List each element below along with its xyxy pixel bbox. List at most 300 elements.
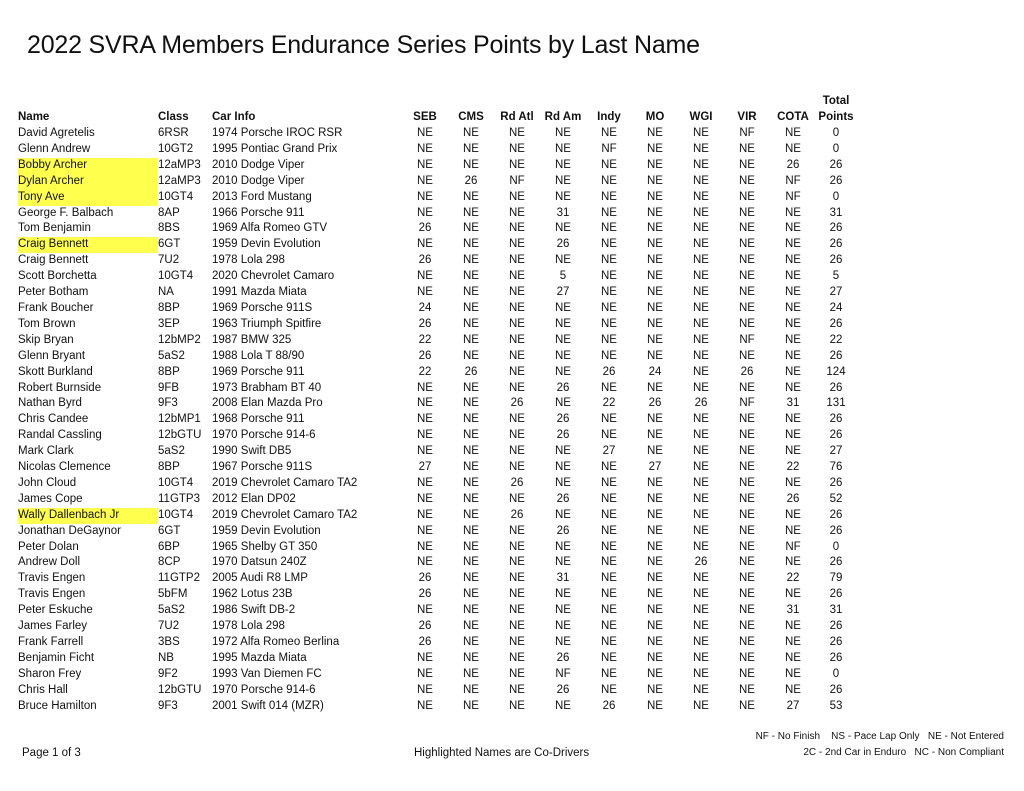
event-result-cell: NE xyxy=(555,588,571,601)
event-result-cell: NE xyxy=(463,158,479,171)
event-result-cell: NE xyxy=(463,636,479,648)
total-points-cell: 26 xyxy=(829,508,843,521)
driver-name: Bobby Archer xyxy=(18,158,158,174)
car-info-cell: 1995 Mazda Miata xyxy=(212,651,307,664)
car-info-cell: 1963 Triumph Spitfire xyxy=(212,317,322,330)
event-result-cell: 26 xyxy=(556,238,570,251)
event-result-cell: NE xyxy=(463,254,479,267)
event-result-cell: 26 xyxy=(510,508,524,521)
event-result-cell: 31 xyxy=(786,604,800,617)
event-result-cell: NE xyxy=(693,333,709,346)
event-result-cell: NE xyxy=(463,381,479,394)
event-result-cell: NE xyxy=(417,190,433,203)
driver-name: David Agretelis xyxy=(18,127,95,139)
table-row xyxy=(18,253,856,269)
car-info-cell: 1978 Lola 298 xyxy=(212,254,285,267)
event-result-cell: NE xyxy=(417,699,433,712)
total-points-cell: 26 xyxy=(829,620,843,633)
table-row xyxy=(18,237,856,253)
event-result-cell: NE xyxy=(509,429,525,442)
event-result-cell: NE xyxy=(509,492,525,505)
car-info-cell: 1972 Alfa Romeo Berlina xyxy=(212,636,340,648)
class-cell: 11GTP3 xyxy=(158,492,200,505)
event-result-cell: NE xyxy=(647,699,663,712)
event-result-cell: NE xyxy=(693,365,709,378)
table-row xyxy=(18,492,856,508)
driver-name: Travis Engen xyxy=(18,588,86,601)
event-result-cell: NE xyxy=(555,349,571,362)
event-result-cell: NE xyxy=(785,588,801,601)
event-result-cell: NE xyxy=(509,365,525,378)
class-cell: 8BS xyxy=(158,222,180,235)
event-result-cell: NE xyxy=(785,222,801,235)
event-result-cell: NE xyxy=(601,413,617,426)
total-points-cell: 26 xyxy=(829,254,843,267)
class-cell: NB xyxy=(158,651,174,664)
event-result-cell: NE xyxy=(555,620,571,633)
event-result-cell: 27 xyxy=(602,445,616,458)
event-result-cell: NE xyxy=(463,556,479,569)
event-result-cell: NE xyxy=(601,206,617,219)
event-result-cell: NE xyxy=(785,301,801,314)
event-result-cell: 5 xyxy=(559,270,567,283)
event-result-cell: NE xyxy=(739,238,755,251)
event-result-cell: NE xyxy=(463,588,479,601)
event-result-cell: 22 xyxy=(786,572,800,585)
event-result-cell: NE xyxy=(693,190,709,203)
event-result-cell: NE xyxy=(693,540,709,553)
car-info-cell: 1988 Lola T 88/90 xyxy=(212,349,305,362)
car-info-cell: 1995 Pontiac Grand Prix xyxy=(212,142,338,155)
event-result-cell: 26 xyxy=(418,222,432,235)
car-info-cell: 2010 Dodge Viper xyxy=(212,158,305,171)
co-driver-note: Highlighted Names are Co-Drivers xyxy=(414,747,590,759)
legend-line-2 xyxy=(803,747,1004,758)
event-result-cell: NE xyxy=(601,540,617,553)
table-row xyxy=(18,317,856,333)
event-result-cell: NF xyxy=(785,540,801,553)
header-event-vir: VIR xyxy=(737,111,757,124)
event-result-cell: NE xyxy=(417,127,433,139)
event-result-cell: NE xyxy=(509,620,525,633)
total-points-cell: 26 xyxy=(829,636,843,648)
event-result-cell: NE xyxy=(739,445,755,458)
event-result-cell: 26 xyxy=(418,620,432,633)
event-result-cell: NE xyxy=(417,238,433,251)
driver-name: Robert Burnside xyxy=(18,381,102,394)
event-result-cell: NE xyxy=(463,461,479,474)
event-result-cell: NE xyxy=(417,158,433,171)
event-result-cell: NE xyxy=(647,604,663,617)
event-result-cell: NE xyxy=(555,397,571,410)
event-result-cell: NE xyxy=(463,524,479,537)
car-info-cell: 1959 Devin Evolution xyxy=(212,524,321,537)
event-result-cell: NE xyxy=(739,508,755,521)
event-result-cell: NE xyxy=(601,429,617,442)
event-result-cell: NE xyxy=(739,604,755,617)
driver-name: James Cope xyxy=(18,492,83,505)
event-result-cell: NE xyxy=(693,270,709,283)
event-result-cell: NF xyxy=(739,397,755,410)
event-result-cell: NE xyxy=(555,604,571,617)
car-info-cell: 1987 BMW 325 xyxy=(212,333,292,346)
event-result-cell: NE xyxy=(509,381,525,394)
event-result-cell: NE xyxy=(463,286,479,299)
event-result-cell: NE xyxy=(647,381,663,394)
legend-line-1 xyxy=(756,731,1004,742)
class-cell: 10GT2 xyxy=(158,142,194,155)
driver-name: Peter Botham xyxy=(18,286,89,299)
event-result-cell: NE xyxy=(785,333,801,346)
event-result-cell: 26 xyxy=(464,174,478,187)
event-result-cell: NE xyxy=(555,127,571,139)
event-result-cell: NE xyxy=(417,413,433,426)
event-result-cell: NE xyxy=(463,206,479,219)
event-result-cell: NE xyxy=(739,588,755,601)
driver-name: Tony Ave xyxy=(18,190,158,206)
class-cell: 11GTP2 xyxy=(158,572,200,585)
event-result-cell: NE xyxy=(555,254,571,267)
event-result-cell: NE xyxy=(693,588,709,601)
event-result-cell: NE xyxy=(693,174,709,187)
event-result-cell: 26 xyxy=(602,365,616,378)
car-info-cell: 2008 Elan Mazda Pro xyxy=(212,397,323,410)
table-row xyxy=(18,460,856,476)
event-result-cell: NE xyxy=(463,238,479,251)
class-cell: 7U2 xyxy=(158,254,180,267)
table-row xyxy=(18,555,856,571)
event-result-cell: NE xyxy=(509,254,525,267)
event-result-cell: NE xyxy=(647,524,663,537)
class-cell: 12bMP1 xyxy=(158,413,201,426)
event-result-cell: NE xyxy=(647,620,663,633)
table-row xyxy=(18,269,856,285)
event-result-cell: NE xyxy=(647,445,663,458)
event-result-cell: 22 xyxy=(418,333,432,346)
event-result-cell: NF xyxy=(739,333,755,346)
car-info-cell: 1965 Shelby GT 350 xyxy=(212,540,318,553)
event-result-cell: NE xyxy=(693,524,709,537)
event-result-cell: NE xyxy=(555,222,571,235)
table-row xyxy=(18,301,856,317)
class-cell: 5aS2 xyxy=(158,604,185,617)
event-result-cell: NE xyxy=(555,317,571,330)
event-result-cell: NE xyxy=(785,620,801,633)
event-result-cell: NE xyxy=(647,127,663,139)
driver-name: Jonathan DeGaynor xyxy=(18,524,121,537)
table-row xyxy=(18,571,856,587)
event-result-cell: 26 xyxy=(418,317,432,330)
event-result-cell: NE xyxy=(463,699,479,712)
car-info-cell: 1969 Alfa Romeo GTV xyxy=(212,222,328,235)
event-result-cell: NE xyxy=(693,508,709,521)
class-cell: 12bMP2 xyxy=(158,333,201,346)
total-points-cell: 26 xyxy=(829,317,843,330)
event-result-cell: 27 xyxy=(648,461,662,474)
header-total-top: Total xyxy=(822,95,850,108)
event-result-cell: NE xyxy=(509,333,525,346)
event-result-cell: NE xyxy=(555,540,571,553)
event-result-cell: NE xyxy=(739,286,755,299)
event-result-cell: NE xyxy=(693,476,709,489)
event-result-cell: 26 xyxy=(602,699,616,712)
event-result-cell: NE xyxy=(463,683,479,696)
event-result-cell: 26 xyxy=(556,429,570,442)
total-points-cell: 26 xyxy=(829,588,843,601)
event-result-cell: NE xyxy=(417,540,433,553)
table-row xyxy=(18,635,856,651)
class-cell: NA xyxy=(158,286,174,299)
header-event-cota: COTA xyxy=(777,111,809,124)
event-result-cell: NE xyxy=(739,190,755,203)
event-result-cell: NE xyxy=(509,683,525,696)
table-row xyxy=(18,158,856,174)
class-cell: 7U2 xyxy=(158,620,180,633)
event-result-cell: NE xyxy=(693,317,709,330)
class-cell: 9FB xyxy=(158,381,180,394)
event-result-cell: 26 xyxy=(510,397,524,410)
header-event-cms: CMS xyxy=(458,111,484,124)
event-result-cell: NE xyxy=(509,604,525,617)
event-result-cell: 26 xyxy=(418,254,432,267)
class-cell: 8CP xyxy=(158,556,181,569)
event-result-cell: 26 xyxy=(556,492,570,505)
table-row xyxy=(18,444,856,460)
event-result-cell: NE xyxy=(601,286,617,299)
event-result-cell: NE xyxy=(647,636,663,648)
event-result-cell: NE xyxy=(739,636,755,648)
table-row xyxy=(18,540,856,556)
event-result-cell: NE xyxy=(693,142,709,155)
event-result-cell: NE xyxy=(785,636,801,648)
event-result-cell: NE xyxy=(693,699,709,712)
event-result-cell: NE xyxy=(739,667,755,680)
event-result-cell: NE xyxy=(739,222,755,235)
event-result-cell: NE xyxy=(463,349,479,362)
event-result-cell: 26 xyxy=(694,556,708,569)
event-result-cell: NE xyxy=(785,142,801,155)
event-result-cell: 31 xyxy=(786,397,800,410)
car-info-cell: 1973 Brabham BT 40 xyxy=(212,381,322,394)
event-result-cell: 26 xyxy=(786,492,800,505)
event-result-cell: NE xyxy=(739,524,755,537)
event-result-cell: NE xyxy=(555,174,571,187)
table-row xyxy=(18,126,856,142)
event-result-cell: NE xyxy=(463,476,479,489)
event-result-cell: NE xyxy=(693,286,709,299)
event-result-cell: NF xyxy=(509,174,525,187)
driver-name: Bruce Hamilton xyxy=(18,699,97,712)
event-result-cell: NE xyxy=(601,636,617,648)
car-info-cell: 1970 Datsun 240Z xyxy=(212,556,307,569)
driver-name: Mark Clark xyxy=(18,445,74,458)
driver-name: Peter Eskuche xyxy=(18,604,93,617)
event-result-cell: NE xyxy=(555,556,571,569)
class-cell: 8BP xyxy=(158,365,180,378)
event-result-cell: NE xyxy=(647,333,663,346)
car-info-cell: 1966 Porsche 911 xyxy=(212,206,305,219)
table-header xyxy=(18,94,856,126)
event-result-cell: NE xyxy=(509,222,525,235)
event-result-cell: NE xyxy=(417,270,433,283)
table-row xyxy=(18,524,856,540)
event-result-cell: NE xyxy=(509,301,525,314)
total-points-cell: 24 xyxy=(829,301,843,314)
event-result-cell: NE xyxy=(417,556,433,569)
total-points-cell: 0 xyxy=(832,667,840,680)
event-result-cell: NE xyxy=(601,317,617,330)
event-result-cell: NE xyxy=(417,206,433,219)
total-points-cell: 26 xyxy=(829,238,843,251)
event-result-cell: NE xyxy=(509,572,525,585)
total-points-cell: 0 xyxy=(832,142,840,155)
event-result-cell: NE xyxy=(739,556,755,569)
event-result-cell: NE xyxy=(601,508,617,521)
legend-text-1: NF - No Finish NS - Pace Lap Only NE - Not Entered xyxy=(755,731,1004,742)
event-result-cell: NE xyxy=(739,174,755,187)
car-info-cell: 1959 Devin Evolution xyxy=(212,238,321,251)
event-result-cell: NE xyxy=(555,699,571,712)
event-result-cell: NE xyxy=(509,270,525,283)
event-result-cell: NE xyxy=(463,301,479,314)
event-result-cell: NE xyxy=(417,524,433,537)
event-result-cell: NE xyxy=(693,572,709,585)
event-result-cell: NE xyxy=(785,349,801,362)
event-result-cell: NE xyxy=(601,604,617,617)
event-result-cell: NE xyxy=(601,620,617,633)
event-result-cell: NE xyxy=(693,461,709,474)
total-points-cell: 26 xyxy=(829,556,843,569)
total-points-cell: 31 xyxy=(829,206,843,219)
event-result-cell: NE xyxy=(555,301,571,314)
event-result-cell: 26 xyxy=(556,683,570,696)
event-result-cell: NE xyxy=(509,317,525,330)
class-cell: 9F2 xyxy=(158,667,178,680)
driver-name: Nicolas Clemence xyxy=(18,461,111,474)
header-event-indy: Indy xyxy=(597,111,621,124)
event-result-cell: NE xyxy=(417,174,433,187)
event-result-cell: NE xyxy=(555,158,571,171)
event-result-cell: NE xyxy=(463,317,479,330)
class-cell: 6BP xyxy=(158,540,180,553)
event-result-cell: NE xyxy=(647,476,663,489)
event-result-cell: NE xyxy=(647,413,663,426)
event-result-cell: NE xyxy=(647,142,663,155)
event-result-cell: NE xyxy=(647,174,663,187)
event-result-cell: NE xyxy=(739,476,755,489)
class-cell: 3BS xyxy=(158,636,180,648)
car-info-cell: 2005 Audi R8 LMP xyxy=(212,572,308,585)
event-result-cell: NE xyxy=(463,604,479,617)
event-result-cell: NE xyxy=(647,317,663,330)
event-result-cell: NE xyxy=(647,270,663,283)
total-points-cell: 26 xyxy=(829,381,843,394)
event-result-cell: NE xyxy=(601,492,617,505)
event-result-cell: 26 xyxy=(556,524,570,537)
header-event-wgi: WGI xyxy=(689,111,713,124)
total-points-cell: 131 xyxy=(826,397,846,410)
event-result-cell: NE xyxy=(693,301,709,314)
event-result-cell: NE xyxy=(463,190,479,203)
event-result-cell: NE xyxy=(463,127,479,139)
event-result-cell: NE xyxy=(601,524,617,537)
event-result-cell: NE xyxy=(785,683,801,696)
class-cell: 12bGTU xyxy=(158,429,202,442)
event-result-cell: NE xyxy=(463,508,479,521)
event-result-cell: NE xyxy=(693,492,709,505)
event-result-cell: 26 xyxy=(740,365,754,378)
driver-name: Skip Bryan xyxy=(18,333,74,346)
car-info-cell: 1968 Porsche 911 xyxy=(212,413,305,426)
total-points-cell: 26 xyxy=(829,683,843,696)
event-result-cell: NF xyxy=(785,190,801,203)
event-result-cell: NE xyxy=(739,699,755,712)
event-result-cell: NE xyxy=(601,190,617,203)
event-result-cell: NE xyxy=(417,508,433,521)
driver-name: Sharon Frey xyxy=(18,667,82,680)
car-info-cell: 2019 Chevrolet Camaro TA2 xyxy=(212,476,358,489)
event-result-cell: NE xyxy=(693,206,709,219)
total-points-cell: 26 xyxy=(829,413,843,426)
event-result-cell: NE xyxy=(647,254,663,267)
class-cell: 6GT xyxy=(158,238,181,251)
car-info-cell: 2012 Elan DP02 xyxy=(212,492,296,505)
event-result-cell: NE xyxy=(463,270,479,283)
event-result-cell: NE xyxy=(601,270,617,283)
table-body xyxy=(18,126,856,715)
class-cell: 12aMP3 xyxy=(158,158,201,171)
event-result-cell: NE xyxy=(785,317,801,330)
event-result-cell: NE xyxy=(739,413,755,426)
event-result-cell: NE xyxy=(601,651,617,664)
car-info-cell: 1990 Swift DB5 xyxy=(212,445,292,458)
event-result-cell: NE xyxy=(739,158,755,171)
header-class: Class xyxy=(158,111,189,124)
car-info-cell: 1969 Porsche 911 xyxy=(212,365,305,378)
event-result-cell: NE xyxy=(509,588,525,601)
event-result-cell: 26 xyxy=(418,588,432,601)
event-result-cell: NE xyxy=(693,254,709,267)
event-result-cell: 26 xyxy=(510,476,524,489)
event-result-cell: NE xyxy=(463,620,479,633)
table-row xyxy=(18,412,856,428)
event-result-cell: NE xyxy=(785,286,801,299)
total-points-cell: 0 xyxy=(832,190,840,203)
car-info-cell: 1970 Porsche 914-6 xyxy=(212,683,316,696)
event-result-cell: NE xyxy=(647,301,663,314)
event-result-cell: NE xyxy=(739,142,755,155)
event-result-cell: NE xyxy=(417,445,433,458)
table-row xyxy=(18,619,856,635)
event-result-cell: NE xyxy=(509,667,525,680)
event-result-cell: NE xyxy=(647,651,663,664)
event-result-cell: NE xyxy=(509,556,525,569)
event-result-cell: 27 xyxy=(556,286,570,299)
event-result-cell: NE xyxy=(739,381,755,394)
event-result-cell: NE xyxy=(463,222,479,235)
points-table xyxy=(18,94,856,715)
table-row xyxy=(18,508,856,524)
total-points-cell: 27 xyxy=(829,286,843,299)
event-result-cell: NE xyxy=(417,683,433,696)
driver-name: Dylan Archer xyxy=(18,174,158,190)
event-result-cell: NE xyxy=(509,286,525,299)
class-cell: 10GT4 xyxy=(158,190,194,203)
event-result-cell: NE xyxy=(463,397,479,410)
event-result-cell: NE xyxy=(647,286,663,299)
event-result-cell: NE xyxy=(555,445,571,458)
event-result-cell: NE xyxy=(647,190,663,203)
